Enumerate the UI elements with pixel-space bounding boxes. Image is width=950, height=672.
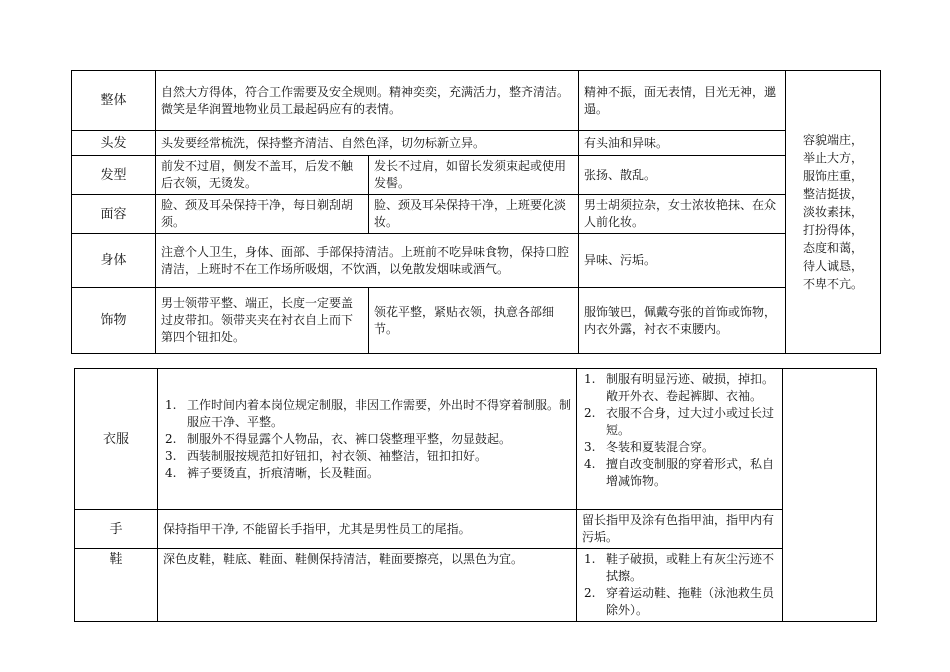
row-label-hairstyle: 发型 xyxy=(72,156,156,195)
row-label-face: 面容 xyxy=(72,195,156,234)
standard-overall xyxy=(156,71,579,131)
grooming-standards-table xyxy=(71,70,881,354)
summary-line: 服饰庄重， xyxy=(803,169,864,183)
row-label-accessories: 饰物 xyxy=(72,288,156,354)
violation-face: 男士胡须拉杂，女士浓妆艳抹、在众人前化妆。 xyxy=(579,195,786,234)
list-item: 西装制服按规范扣好钮扣，衬衣领、袖整洁，钮扣扣好。 xyxy=(187,448,488,463)
standard-hands: 保持指甲干净, 不能留长手指甲，尤其是男性员工的尾指。 xyxy=(158,510,577,549)
table-row-shoes xyxy=(75,549,877,622)
list-item: 擅自改变制服的穿着形式，私自增减饰物。 xyxy=(606,457,775,488)
list-item: 穿着运动鞋、拖鞋（泳池救生员除外）。 xyxy=(606,586,775,617)
row-label-overall: 整体 xyxy=(72,71,156,131)
violation-hair: 有头油和异味。 xyxy=(579,131,786,156)
violation-hands: 留长指甲及涂有色指甲油，指甲内有污垢。 xyxy=(577,510,783,549)
row-label-hair: 头发 xyxy=(72,131,156,156)
summary-line: 不卑不亢。 xyxy=(803,277,864,291)
row-label-body: 身体 xyxy=(72,234,156,288)
standard-clothes-list xyxy=(163,397,571,482)
table-row-hairstyle xyxy=(72,156,881,195)
table-row-accessories xyxy=(72,288,881,354)
violation-overall: 精神不振，面无表情，目光无神，邋遢。 xyxy=(579,71,786,131)
standard-accessories-female: 领花平整，紧贴衣领，执意各部细节。 xyxy=(369,288,579,354)
standard-overall-line-1: 自然大方得体，符合工作需要及安全规则。精神奕奕，充满活力，整齐清洁。 xyxy=(161,84,570,99)
standard-shoes: 深色皮鞋，鞋底、鞋面、鞋侧保持清洁，鞋面要擦亮，以黑色为宜。 xyxy=(158,549,577,622)
standard-hairstyle-female: 发长不过肩，如留长发须束起或使用发髻。 xyxy=(369,156,579,195)
summary-principles xyxy=(786,71,881,354)
table-row-face xyxy=(72,195,881,234)
summary-line: 待人诚恳， xyxy=(803,259,864,273)
attire-standards-table xyxy=(74,368,877,622)
standard-face-male: 脸、颈及耳朵保持干净，每日剃刮胡须。 xyxy=(156,195,369,234)
standard-hairstyle-male: 前发不过眉，侧发不盖耳，后发不触后衣领，无烫发。 xyxy=(156,156,369,195)
standard-body: 注意个人卫生，身体、面部、手部保持清洁。上班前不吃异味食物，保持口腔清洁，上班时不在工作场所吸烟，不饮酒，以免散发烟味或酒气。 xyxy=(156,234,579,288)
list-item: 制服有明显污迹、破损，掉扣。敞开外衣、卷起裤脚、衣袖。 xyxy=(606,372,775,403)
violation-body: 异味、污垢。 xyxy=(579,234,786,288)
summary-line: 态度和蔼， xyxy=(803,241,864,255)
standard-face-female: 脸、颈及耳朵保持干净，上班要化淡妆。 xyxy=(369,195,579,234)
violation-clothes xyxy=(577,369,783,510)
table-row-hair xyxy=(72,131,881,156)
standard-accessories-male: 男士领带平整、端正，长度一定要盖过皮带扣。领带夹夹在衬衣自上而下第四个钮扣处。 xyxy=(156,288,369,354)
violation-hairstyle: 张扬、散乱。 xyxy=(579,156,786,195)
row-label-shoes: 鞋 xyxy=(75,549,158,622)
list-item: 工作时间内着本岗位规定制服，非因工作需要，外出时不得穿着制服。制服应干净、平整。 xyxy=(187,397,572,429)
list-item: 冬装和夏装混合穿。 xyxy=(606,440,715,454)
summary-line: 整洁挺拔， xyxy=(803,187,864,201)
table-row-clothes xyxy=(75,369,877,510)
summary-line: 打扮得体， xyxy=(803,223,864,237)
summary-line: 淡妆素抹， xyxy=(803,205,864,219)
list-item: 鞋子破损，或鞋上有灰尘污迹不拭擦。 xyxy=(606,552,775,583)
violation-accessories: 服饰皱巴，佩戴夸张的首饰或饰物，内衣外露，衬衣不束腰内。 xyxy=(579,288,786,354)
standard-overall-line-2: 微笑是华润置地物业员工最起码应有的表情。 xyxy=(161,101,402,116)
summary-line: 举止大方， xyxy=(803,151,864,165)
violation-clothes-list xyxy=(582,371,777,490)
row-label-hands: 手 xyxy=(75,510,158,549)
list-item: 衣服不合身，过大过小或过长过短。 xyxy=(606,406,775,437)
standard-clothes xyxy=(158,369,577,510)
list-item: 裤子要烫直，折痕清晰，长及鞋面。 xyxy=(187,465,380,480)
table-row-body xyxy=(72,234,881,288)
list-item: 制服外不得显露个人物品，衣、裤口袋整理平整，勿显鼓起。 xyxy=(187,431,512,446)
standard-hair: 头发要经常梳洗，保持整齐清洁、自然色泽，切勿标新立异。 xyxy=(156,131,579,156)
empty-side-column xyxy=(783,369,877,622)
violation-shoes xyxy=(577,549,783,622)
table-row-hands xyxy=(75,510,877,549)
violation-shoes-list xyxy=(582,551,777,619)
summary-line: 容貌端庄， xyxy=(803,133,864,147)
table-row-overall xyxy=(72,71,881,131)
row-label-clothes: 衣服 xyxy=(75,369,158,510)
